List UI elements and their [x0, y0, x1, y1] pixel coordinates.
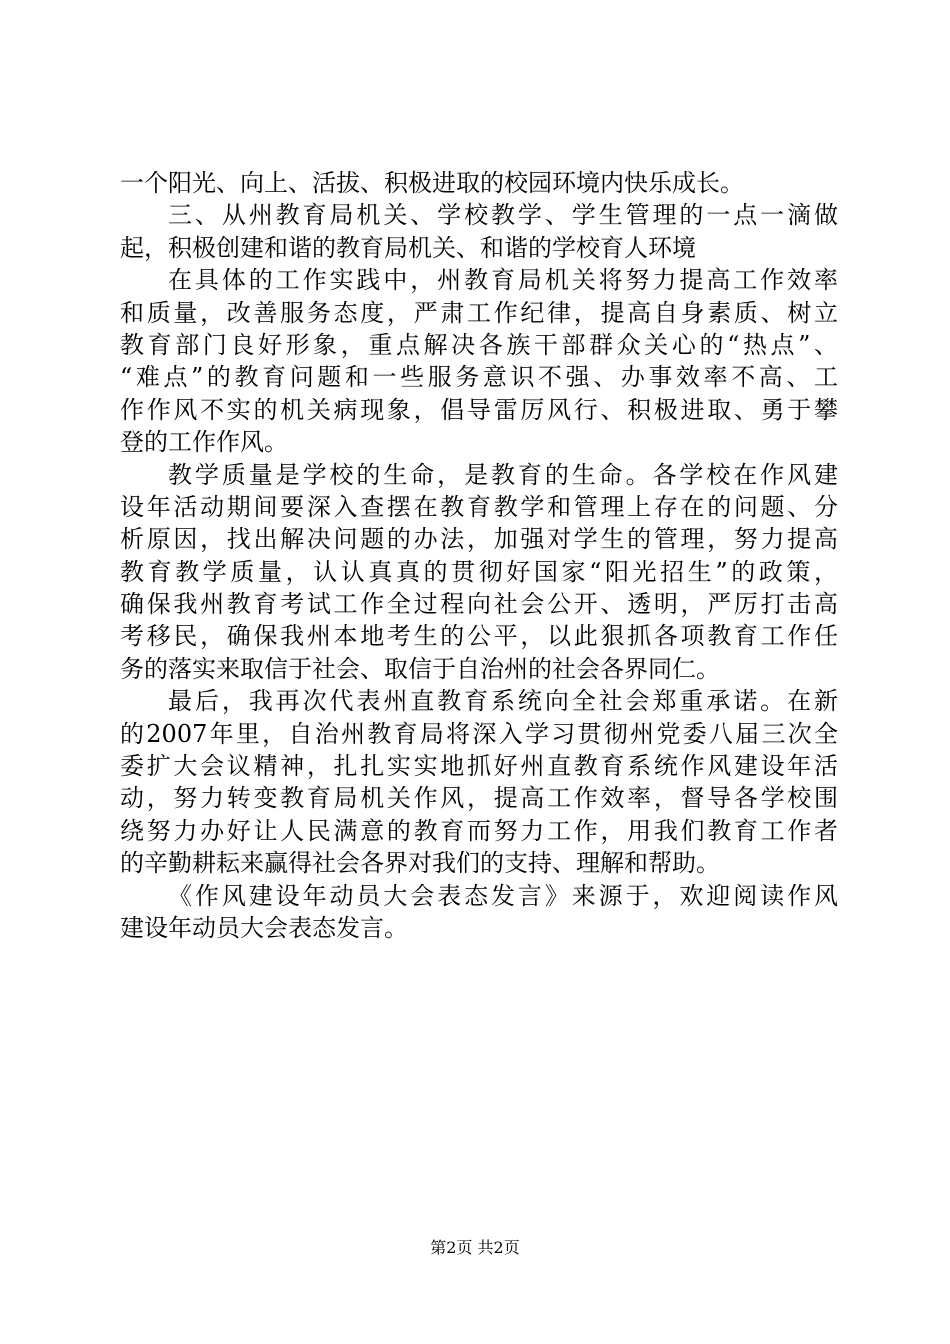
- text-line: 教育教学质量，认认真真的贯彻好国家“阳光招生”的政策，: [120, 557, 838, 586]
- text-line: 《作风建设年动员大会表态发言》来源于，欢迎阅读作风: [168, 881, 838, 910]
- text-line: 登的工作作风。: [120, 428, 288, 457]
- text-line: 在具体的工作实践中，州教育局机关将努力提高工作效率: [168, 266, 838, 295]
- text-line: 一个阳光、向上、活拔、积极进取的校园环境内快乐成长。: [120, 169, 744, 197]
- text-line: 考移民，确保我州本地考生的公平，以此狠抓各项教育工作任: [120, 622, 838, 651]
- text-line: 设年活动期间要深入查摆在教育教学和管理上存在的问题、分: [120, 492, 838, 521]
- paragraph-promise: [120, 685, 838, 879]
- text-line: 动，努力转变教育局机关作风，提高工作效率，督导各学校围: [120, 784, 838, 813]
- paragraph-source: [120, 880, 838, 945]
- text-line: 的2007年里，自治州教育局将深入学习贯彻州党委八届三次全: [120, 719, 838, 748]
- text-line: 委扩大会议精神，扎扎实实地抓好州直教育系统作风建设年活: [120, 752, 838, 781]
- text-line: 和质量，改善服务态度，严肃工作纪律，提高自身素质、树立: [120, 298, 838, 327]
- paragraph-quality: [120, 459, 838, 686]
- text-line: 三、从州教育局机关、学校教学、学生管理的一点一滴做: [168, 201, 838, 230]
- text-line: “难点”的教育问题和一些服务意识不强、办事效率不高、工: [120, 363, 838, 392]
- text-line: 教学质量是学校的生命，是教育的生命。各学校在作风建: [168, 460, 838, 489]
- paragraph-continuation: [120, 167, 838, 199]
- text-line: 务的落实来取信于社会、取信于自治州的社会各界同仁。: [120, 654, 720, 683]
- text-line: 绕努力办好让人民满意的教育而努力工作，用我们教育工作者: [120, 816, 838, 845]
- section-heading: [120, 199, 838, 264]
- text-line: 作作风不实的机关病现象，倡导雷厉风行、积极进取、勇于攀: [120, 395, 838, 424]
- text-line: 确保我州教育考试工作全过程向社会公开、透明，严厉打击高: [120, 590, 838, 619]
- text-line: 析原因，找出解决问题的办法，加强对学生的管理，努力提高: [120, 525, 838, 554]
- document-body: [120, 167, 838, 944]
- text-line: 教育部门良好形象，重点解决各族干部群众关心的“热点”、: [120, 330, 838, 359]
- text-line: 最后，我再次代表州直教育系统向全社会郑重承诺。在新: [168, 687, 838, 716]
- paragraph-bureau: [120, 264, 838, 458]
- text-line: 建设年动员大会表态发言。: [120, 913, 408, 942]
- page-number-footer: 第2页 共2页: [430, 1238, 520, 1257]
- text-line: 的辛勤耕耘来赢得社会各界对我们的支持、理解和帮助。: [120, 849, 720, 878]
- text-line: 起，积极创建和谐的教育局机关、和谐的学校育人环境: [120, 233, 696, 262]
